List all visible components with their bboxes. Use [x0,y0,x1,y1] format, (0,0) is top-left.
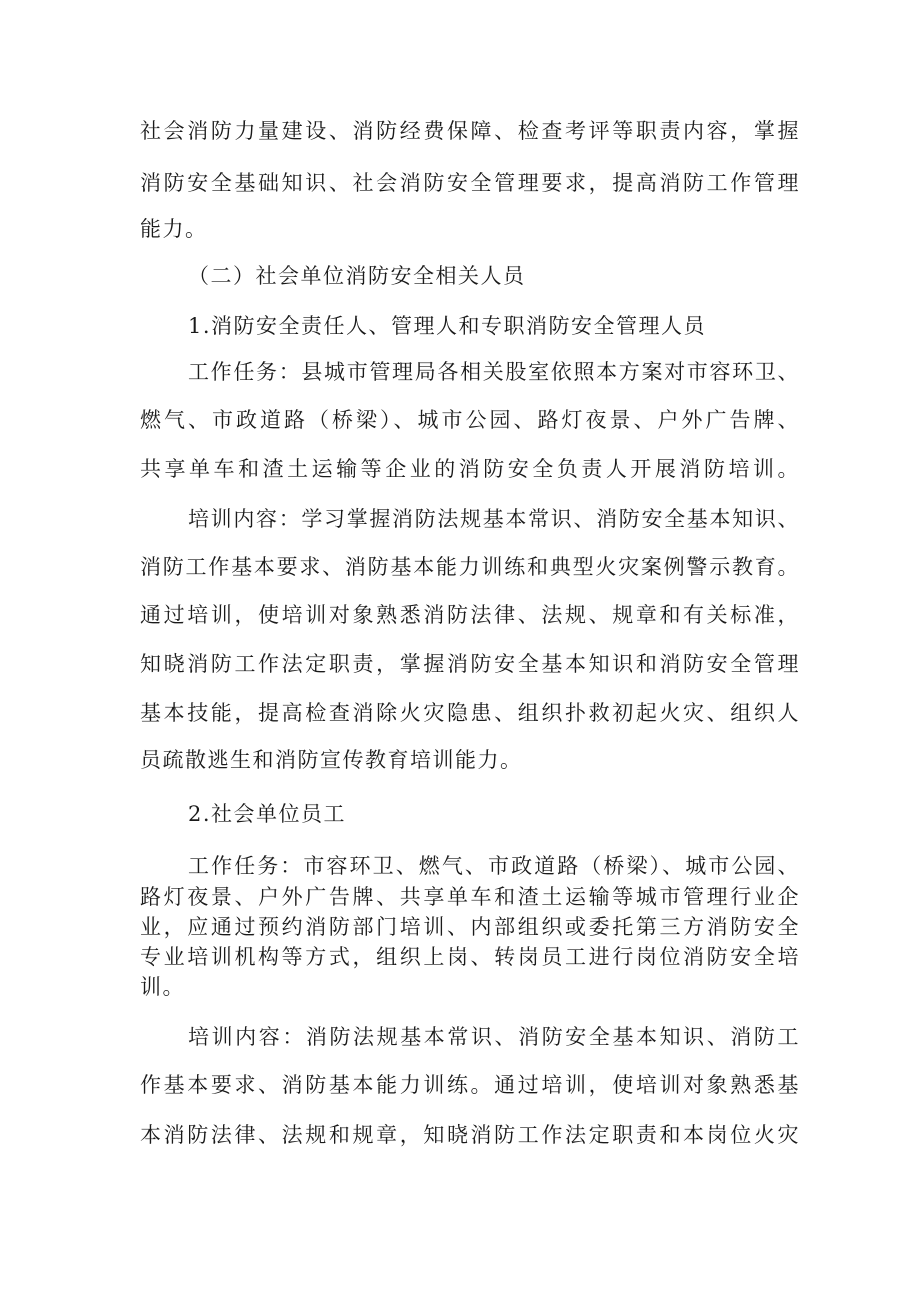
paragraph-line: 作基本要求、消防基本能力训练。通过培训，使培训对象熟悉基 [140,1073,800,1097]
paragraph-line: 工作任务：市容环卫、燃气、市政道路（桥梁）、城市公园、 [188,854,800,878]
paragraph-line: 社会消防力量建设、消防经费保障、检查考评等职责内容，掌握 [140,119,800,143]
paragraph-line: 本消防法律、法规和规章，知晓消防工作法定职责和本岗位火灾 [140,1123,800,1147]
paragraph-line: 员疏散逃生和消防宣传教育培训能力。 [140,748,523,772]
paragraph-line: 知晓消防工作法定职责，掌握消防安全基本知识和消防安全管理 [140,652,800,676]
paragraph-line: 培训内容：消防法规基本常识、消防安全基本知识、消防工 [188,1025,800,1049]
paragraph-line: 能力。 [140,217,208,241]
subsection-heading: 2.社会单位员工 [188,802,347,826]
paragraph-line: 消防工作基本要求、消防基本能力训练和典型火灾案例警示教育。 [140,555,800,579]
paragraph-line: 共享单车和渣土运输等企业的消防安全负责人开展消防培训。 [140,457,800,481]
paragraph-line: 训。 [140,975,185,999]
paragraph-line: 工作任务：县城市管理局各相关股室依照本方案对市容环卫、 [188,360,800,384]
paragraph-line: 培训内容：学习掌握消防法规基本常识、消防安全基本知识、 [188,507,800,531]
paragraph-line: 基本技能，提高检查消除火灾隐患、组织扑救初起火灾、组织人 [140,701,800,725]
paragraph-line: 路灯夜景、户外广告牌、共享单车和渣土运输等城市管理行业企 [140,885,800,909]
paragraph-line: 燃气、市政道路（桥梁）、城市公园、路灯夜景、户外广告牌、 [140,408,800,432]
section-heading: （二）社会单位消防安全相关人员 [188,264,526,288]
paragraph-line: 消防安全基础知识、社会消防安全管理要求，提高消防工作管理 [140,171,800,195]
paragraph-line: 通过培训，使培训对象熟悉消防法律、法规、规章和有关标准， [140,603,800,627]
paragraph-line: 专业培训机构等方式，组织上岗、转岗员工进行岗位消防安全培 [140,945,800,969]
paragraph-line: 业，应通过预约消防部门培训、内部组织或委托第三方消防安全 [140,915,800,939]
subsection-heading: 1.消防安全责任人、管理人和专职消防安全管理人员 [188,314,707,338]
